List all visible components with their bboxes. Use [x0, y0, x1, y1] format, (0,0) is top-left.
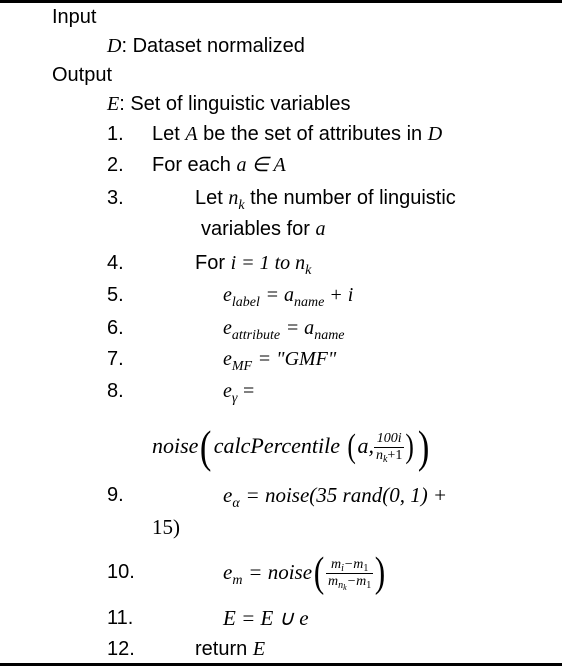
math-subscript: label [231, 295, 260, 310]
math-var: a [315, 218, 326, 240]
step-number: 5. [107, 284, 124, 306]
step-8 [223, 379, 255, 406]
step-number: 9. [107, 484, 124, 506]
math-var: e [223, 380, 232, 402]
step-number: 3. [107, 187, 124, 209]
fraction-denominator [374, 448, 404, 464]
input-heading: Input [52, 6, 97, 28]
math-subscript: name [293, 295, 325, 310]
step-number: 6. [107, 317, 124, 339]
step-text: For [195, 252, 231, 274]
math-expr: +1 [387, 447, 403, 463]
step-text: variables for [201, 218, 316, 240]
step-text: For each [152, 154, 237, 176]
math-var: e [223, 284, 232, 306]
right-paren: ) [417, 421, 430, 473]
fraction [374, 431, 404, 464]
bottom-rule [0, 663, 562, 666]
math-expr: = [242, 380, 255, 402]
step-1 [152, 122, 442, 146]
math-subscript: γ [231, 391, 238, 406]
step-number: 1. [107, 123, 124, 145]
output-heading: Output [52, 64, 113, 86]
right-paren: ) [375, 550, 386, 597]
math-expr: = "GMF" [257, 348, 337, 370]
math-expr: −m [346, 573, 367, 589]
step-number: 7. [107, 348, 124, 370]
math-var: A [185, 123, 198, 145]
math-var: E [252, 638, 266, 660]
step-9-cont [152, 515, 180, 540]
math-subscript: k [305, 263, 312, 278]
fraction-numerator: 100i [374, 431, 404, 448]
math-var: D [427, 123, 443, 145]
step-number: 11. [107, 607, 134, 629]
input-description [107, 34, 305, 58]
step-6 [223, 316, 345, 343]
math-expr: a ∈ A [236, 154, 286, 176]
step-7 [223, 347, 337, 374]
math-expr: −m [343, 556, 364, 572]
top-rule [0, 0, 562, 3]
math-expr: = noise [248, 560, 313, 584]
math-subscript: MF [231, 359, 253, 374]
step-9 [223, 483, 448, 511]
input-text: : Dataset normalized [121, 35, 305, 57]
math-var: e [223, 348, 232, 370]
math-expr: = a [285, 317, 315, 339]
math-var: n [375, 447, 383, 463]
fraction [326, 557, 373, 590]
math-func: calcPercentile [213, 433, 341, 458]
fraction-numerator [326, 557, 373, 574]
step-8-cont [152, 418, 431, 474]
math-expr: i = 1 to n [230, 252, 306, 274]
math-subscript [338, 580, 347, 591]
step-number: 4. [107, 252, 124, 274]
math-var: e [223, 560, 233, 584]
math-expr: = a [265, 284, 294, 306]
step-12 [195, 637, 265, 661]
right-paren: ) [405, 428, 415, 466]
left-paren: ( [347, 428, 357, 466]
step-text: the number of linguistic [244, 187, 456, 209]
step-3-cont [201, 217, 326, 241]
math-subscript: attribute [231, 328, 281, 343]
step-4 [195, 251, 312, 278]
math-var: m [328, 573, 339, 589]
input-variable: D [107, 35, 122, 57]
step-text: Let [195, 187, 229, 209]
step-number: 10. [107, 561, 135, 583]
math-expr: + i [324, 284, 354, 306]
math-func: noise [152, 433, 199, 458]
math-expr: 15) [152, 515, 180, 539]
math-expr: E = E ∪ e [223, 606, 309, 630]
step-text: return [195, 638, 253, 660]
math-subscript: k [382, 453, 388, 465]
left-paren: ( [200, 421, 212, 473]
step-11 [223, 606, 309, 631]
math-var: n [228, 187, 239, 209]
math-subscript: k [238, 198, 245, 213]
math-subscript: α [232, 496, 240, 511]
step-text: Let [152, 123, 186, 145]
fraction-denominator [326, 574, 373, 590]
step-2 [152, 153, 286, 177]
math-subscript: m [232, 573, 243, 588]
step-number: 2. [107, 154, 124, 176]
output-variable: E [107, 93, 120, 115]
math-var: e [223, 483, 233, 507]
step-3 [195, 186, 456, 213]
output-description [107, 92, 350, 116]
math-subscript: 1 [366, 579, 372, 591]
math-subscript: k [343, 582, 347, 592]
step-number: 12. [107, 638, 135, 660]
step-10 [223, 544, 387, 600]
math-var: e [223, 317, 232, 339]
step-number: 8. [107, 380, 124, 402]
math-expr: = noise(35 rand(0, 1) + [245, 483, 448, 507]
math-subscript: 1 [363, 562, 369, 574]
step-5 [223, 283, 354, 310]
output-text: : Set of linguistic variables [119, 93, 351, 115]
math-subscript: name [314, 328, 345, 343]
math-var: m [330, 556, 342, 572]
math-var: a, [357, 433, 374, 458]
math-var: n [338, 579, 344, 591]
step-text: be the set of attributes in [197, 123, 428, 145]
math-subscript: i [341, 562, 344, 574]
left-paren: ( [313, 550, 325, 597]
